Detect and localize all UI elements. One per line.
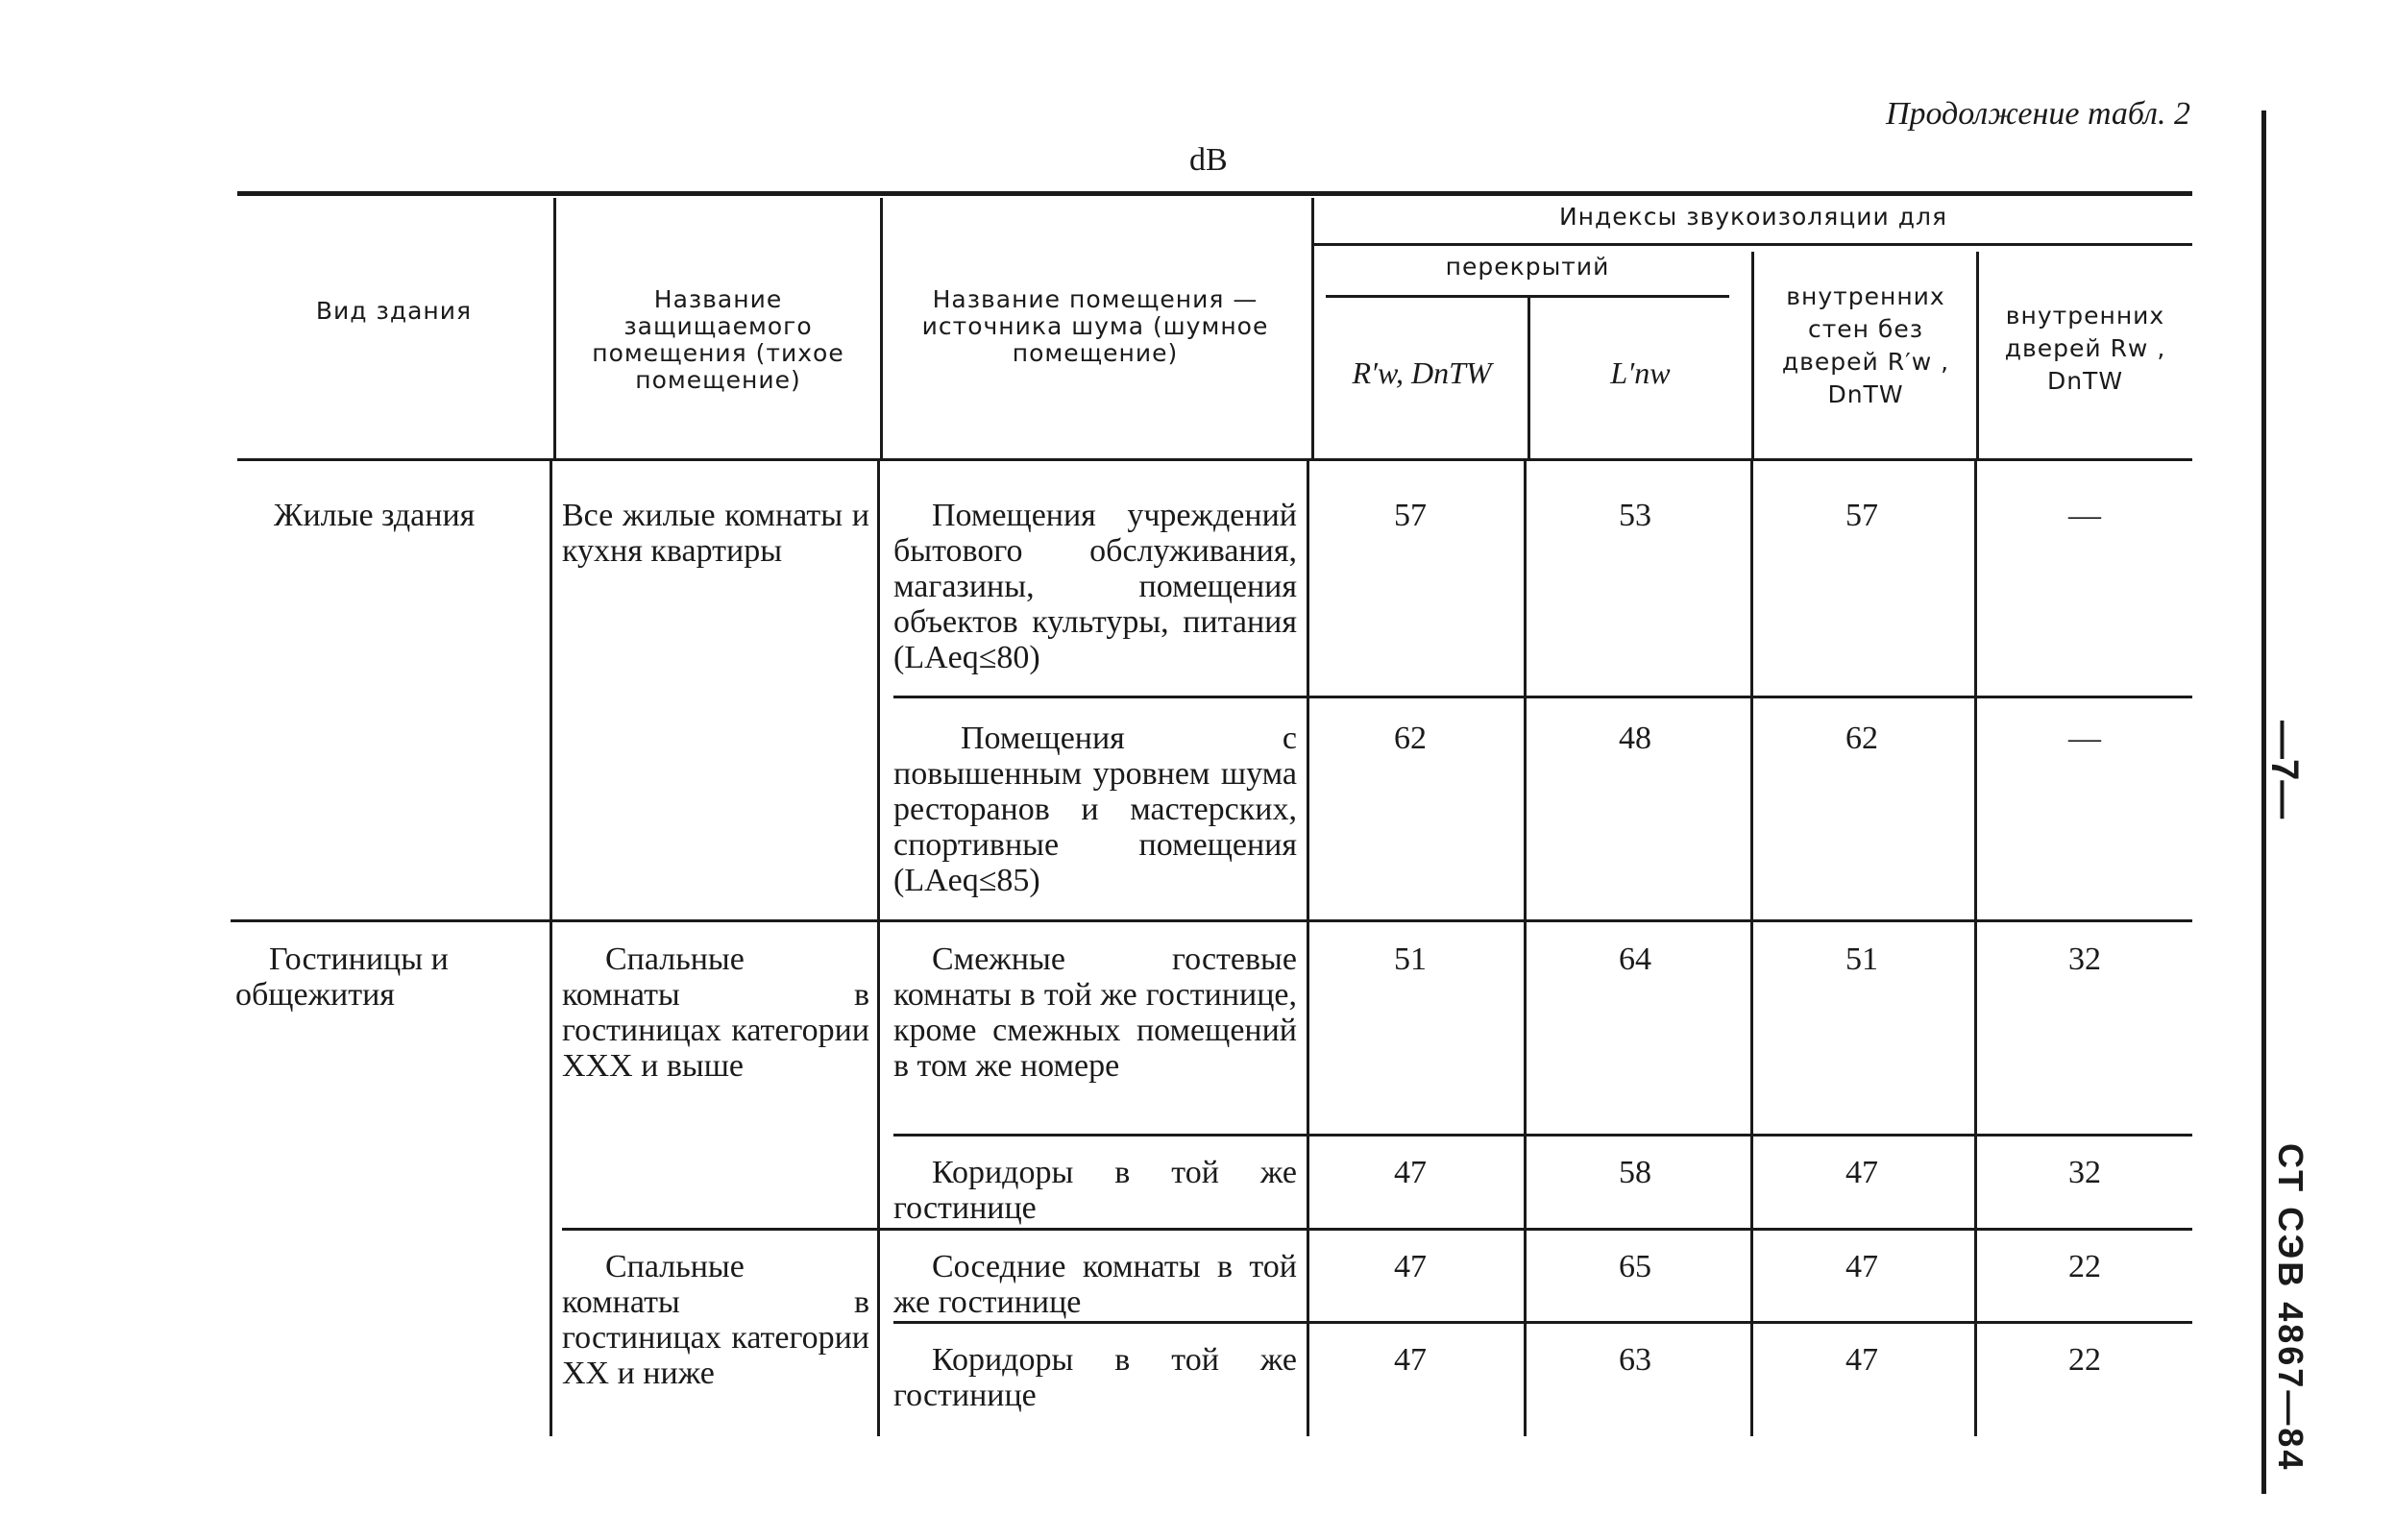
table-caption: Продолжение табл. 2	[1885, 96, 2190, 132]
body-divider-6	[1974, 461, 1977, 1436]
building-type-cell: Жилые здания	[274, 498, 476, 533]
header-noise-room: Название помещения — источника шума (шумное помещение)	[921, 285, 1269, 367]
table-top-rule	[237, 191, 2192, 196]
header-col-rw: R′w, DnTW	[1352, 355, 1492, 390]
row-rule-5	[893, 1321, 2192, 1324]
value-doors: —	[2068, 498, 2101, 533]
value-doors: 32	[2068, 1155, 2101, 1190]
unit-label: dB	[1189, 142, 1228, 178]
noise-room-cell: Коридоры в той же гостинице	[893, 1155, 1297, 1226]
value-walls: 57	[1845, 498, 1878, 533]
header-building-type: Вид здания	[315, 297, 473, 325]
row-rule-1	[893, 696, 2192, 698]
value-doors: 22	[2068, 1342, 2101, 1378]
value-doors: 22	[2068, 1249, 2101, 1284]
value-lnw: 53	[1619, 498, 1651, 533]
header-insulation-group: Индексы звукоизоляции для	[1558, 203, 1948, 231]
header-doors: внутренних дверей Rw , DnTW	[2004, 302, 2166, 395]
value-doors: —	[2068, 721, 2101, 756]
value-doors: 32	[2068, 941, 2101, 977]
noise-room-cell: Смежные гостевые комнаты в той же гостинице, кроме смежных помещений в том же номере	[893, 941, 1297, 1084]
header-divider-2	[880, 198, 883, 459]
value-walls: 47	[1845, 1249, 1878, 1284]
row-rule-2	[231, 919, 2192, 922]
header-divider-4	[1527, 298, 1530, 459]
value-rw: 62	[1394, 721, 1427, 756]
group-underline	[1312, 243, 2192, 246]
body-divider-4	[1524, 461, 1527, 1436]
building-type-cell: Гостиницы и общежития	[235, 941, 449, 1013]
value-lnw: 48	[1619, 721, 1651, 756]
protected-room-cell: Все жилые комнаты и кухня квартиры	[562, 498, 869, 569]
header-divider-6	[1976, 252, 1979, 459]
value-rw: 47	[1394, 1249, 1427, 1284]
page-number: —7—	[2263, 721, 2306, 819]
row-rule-4	[562, 1228, 2192, 1231]
row-rule-3	[893, 1134, 2192, 1137]
noise-room-cell: Помещения с повышенным уровнем шума ресторанов и мастерских, спортивные помещения (LAeq≤85)	[893, 721, 1297, 898]
header-col-lnw: L′nw	[1610, 355, 1671, 390]
protected-room-cell: Спальные комнаты в гостиницах категории XX и ниже	[562, 1249, 869, 1391]
noise-room-cell: Помещения учреждений бытового обслуживания, магазины, помещения объектов культуры, питания (LAeq≤80)	[893, 498, 1297, 675]
header-protected-room: Название защищаемого помещения (тихое помещение)	[592, 285, 844, 394]
value-walls: 47	[1845, 1155, 1878, 1190]
value-lnw: 65	[1619, 1249, 1651, 1284]
value-rw: 51	[1394, 941, 1427, 977]
value-walls: 51	[1845, 941, 1878, 977]
body-divider-3	[1307, 461, 1309, 1436]
header-walls: внутренних стен без дверей R′w , DnTW	[1781, 282, 1950, 408]
value-lnw: 63	[1619, 1342, 1651, 1378]
header-floors: перекрытий	[1445, 253, 1610, 281]
header-divider-1	[553, 198, 556, 459]
value-rw: 57	[1394, 498, 1427, 533]
header-divider-5	[1751, 252, 1754, 459]
body-divider-2	[877, 461, 880, 1436]
noise-room-cell: Соседние комнаты в той же гостинице	[893, 1249, 1297, 1320]
noise-room-cell: Коридоры в той же гостинице	[893, 1342, 1297, 1413]
value-rw: 47	[1394, 1342, 1427, 1378]
body-divider-1	[550, 461, 552, 1436]
header-bottom-rule	[237, 458, 2192, 461]
value-rw: 47	[1394, 1155, 1427, 1190]
value-walls: 47	[1845, 1342, 1878, 1378]
document-code: СТ СЭВ 4867—84	[2271, 1143, 2310, 1473]
body-divider-5	[1750, 461, 1753, 1436]
value-lnw: 64	[1619, 941, 1651, 977]
value-walls: 62	[1845, 721, 1878, 756]
header-divider-3	[1311, 198, 1314, 459]
protected-room-cell: Спальные комнаты в гостиницах категории XXX и выше	[562, 941, 869, 1084]
value-lnw: 58	[1619, 1155, 1651, 1190]
